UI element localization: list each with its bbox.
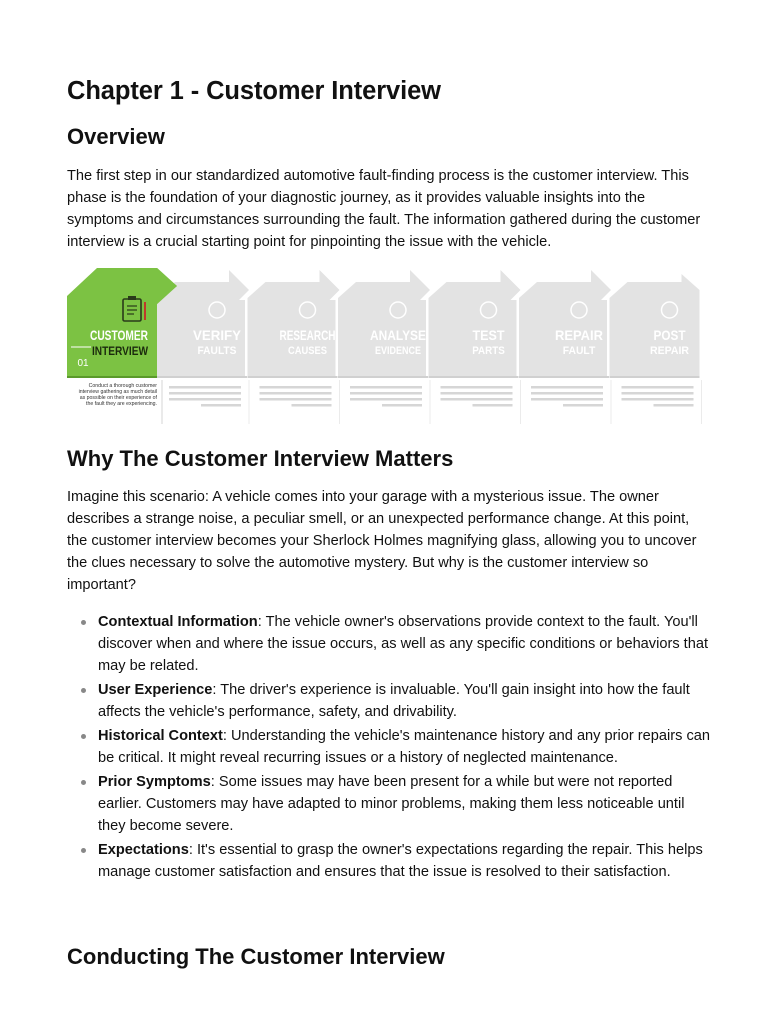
overview-heading: Overview xyxy=(67,124,165,149)
bullet-dot-icon xyxy=(81,780,86,785)
faint-description-line xyxy=(169,386,241,389)
faint-description-line xyxy=(441,392,513,395)
faint-description-line xyxy=(350,398,422,401)
bullet-dot-icon xyxy=(81,688,86,693)
faint-description-line xyxy=(654,404,694,407)
step-line2: REPAIR xyxy=(650,345,690,357)
active-step-line2: INTERVIEW xyxy=(92,344,149,358)
bullet-text: : The vehicle owner's observations provide context to the fault. You'll discover when and where the issue occurs, as well as any specific conditions or behaviors that may be related. xyxy=(98,614,709,674)
process-diagram xyxy=(67,268,707,426)
bullet-term: Prior Symptoms xyxy=(98,774,211,790)
why-paragraph: Imagine this scenario: A vehicle comes into your garage with a mysterious issue. The owner describes a strange noise, a peculiar smell, or an unexpected performance change. At this point, the customer interview becomes your Sherlock Holmes magnifying glass, allowing you to uncover the clues necessary to solve the automotive mystery. But why is the customer interview so important? xyxy=(67,489,697,593)
list-item xyxy=(98,679,710,723)
faint-description-line xyxy=(622,392,694,395)
faint-description-line xyxy=(350,386,422,389)
faint-description-line xyxy=(260,392,332,395)
bullet-dot-icon xyxy=(81,734,86,739)
list-item xyxy=(98,725,710,769)
faint-description-line xyxy=(260,398,332,401)
faint-description-line xyxy=(531,392,603,395)
step-line2: CAUSES xyxy=(288,345,327,357)
bullet-term: Contextual Information xyxy=(98,614,258,630)
list-item xyxy=(98,839,710,883)
faint-description-line xyxy=(563,404,603,407)
bullet-text: : It's essential to grasp the owner's expectations regarding the repair. This helps manage customer satisfaction and ensures that the issue is resolved to their satisfaction. xyxy=(98,842,703,880)
faint-description-line xyxy=(622,386,694,389)
bullet-text: : Understanding the vehicle's maintenance history and any prior repairs can be critical. It might reveal recurring issues or a history of neglected maintenance. xyxy=(98,728,710,766)
step-line1: ANALYSE xyxy=(370,327,426,343)
faint-description-line xyxy=(382,404,422,407)
bullet-term: Historical Context xyxy=(98,728,223,744)
faint-description-line xyxy=(169,392,241,395)
overview-paragraph: The first step in our standardized automotive fault-finding process is the customer interview. This phase is the foundation of your diagnostic journey, as it provides valuable insights into the symptoms and circumstances surrounding the fault. The information gathered during the customer interview is a crucial starting point for pinpointing the issue with the vehicle. xyxy=(67,168,701,250)
faint-description-line xyxy=(622,398,694,401)
list-item xyxy=(98,771,710,837)
step-line2: PARTS xyxy=(472,345,505,357)
step-line1: VERIFY xyxy=(193,327,242,343)
bullet-dot-icon xyxy=(81,620,86,625)
step-line1: REPAIR xyxy=(555,327,603,343)
active-step-number: 01 xyxy=(77,358,89,369)
why-heading: Why The Customer Interview Matters xyxy=(67,446,454,471)
why-bullet-list xyxy=(98,611,710,885)
list-item xyxy=(98,611,710,677)
step-research xyxy=(248,270,340,378)
step-post xyxy=(610,274,700,378)
active-step-line1: CUSTOMER xyxy=(90,327,148,343)
faint-description-line xyxy=(473,404,513,407)
bullet-text: : Some issues may have been present for a while but were not reported earlier. Customers may have adapted to minor problems, making them less noticeable until they become severe. xyxy=(98,774,685,834)
faint-description-line xyxy=(292,404,332,407)
faint-description-line xyxy=(201,404,241,407)
faint-description-line xyxy=(441,386,513,389)
active-step-description: Conduct a thorough customer interview gathering as much detail as possible on their experience of the fault they are experiencing. xyxy=(78,383,157,407)
step-line1: RESEARCH xyxy=(279,327,336,343)
faint-description-line xyxy=(441,398,513,401)
conducting-heading: Conducting The Customer Interview xyxy=(67,944,445,969)
faint-description-line xyxy=(169,398,241,401)
step-analyse xyxy=(338,270,430,378)
bullet-dot-icon xyxy=(81,848,86,853)
faint-description-line xyxy=(350,392,422,395)
step-line1: TEST xyxy=(472,327,505,343)
faint-description-line xyxy=(531,386,603,389)
bullet-text: : The driver's experience is invaluable. You'll gain insight into how the fault affects the vehicle's performance, safety, and drivability. xyxy=(98,682,690,720)
faint-description-line xyxy=(260,386,332,389)
bullet-term: Expectations xyxy=(98,842,189,858)
step-line2: FAULT xyxy=(562,345,596,357)
step-line2: EVIDENCE xyxy=(375,345,421,357)
bullet-term: User Experience xyxy=(98,682,213,698)
chapter-title: Chapter 1 - Customer Interview xyxy=(67,77,441,105)
step-line2: FAULTS xyxy=(197,345,237,357)
step-line1: POST xyxy=(653,327,686,343)
step-repair xyxy=(519,270,611,378)
step-test xyxy=(429,270,521,378)
faint-description-line xyxy=(531,398,603,401)
